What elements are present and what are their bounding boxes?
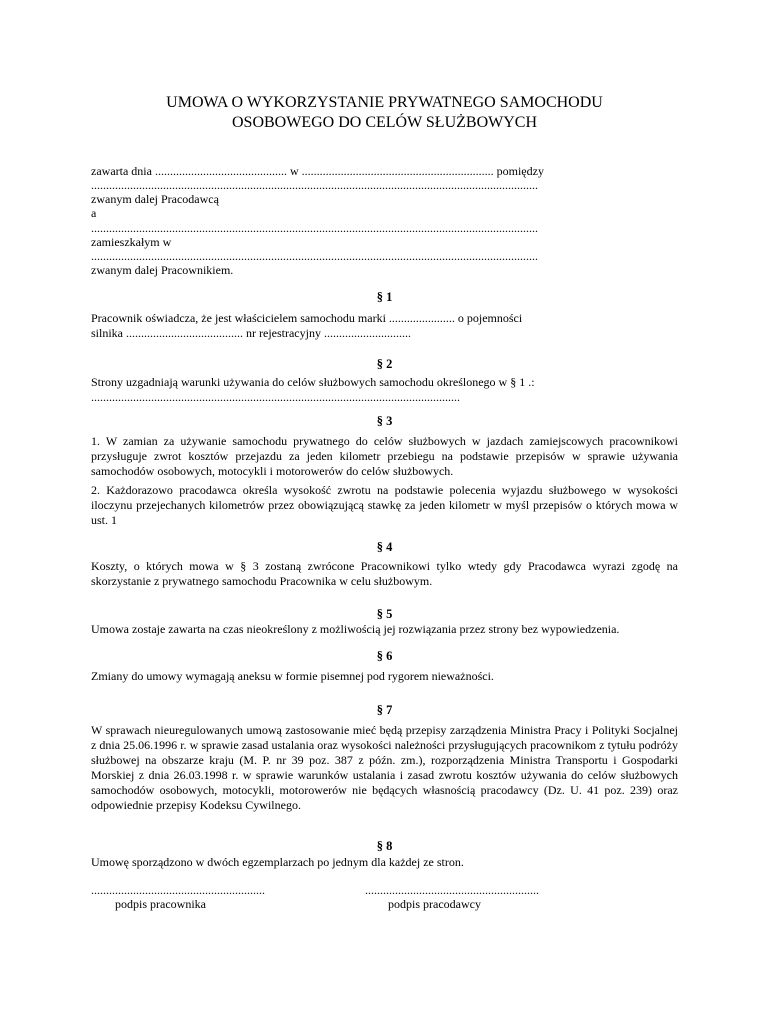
section-5-heading: § 5 [376, 607, 393, 621]
header-line-dots: ..................................................................................................................................................... [91, 178, 538, 192]
section-6-heading: § 6 [376, 649, 393, 663]
employee-signature-line: .......................................................... [91, 883, 265, 897]
employer-signature-line: .......................................................... [365, 883, 539, 897]
section-3-point-1: 1. W zamian za używanie samochodu prywatnego do celów służbowych w jazdach zamiejscowych pracownikowi przysługuje zwrot kosztów przejazdu za jeden kilometr przebiegu na podstawie przepisów w sprawie używania samochodów osobowych, motocykli i motorowerów do celów służbowych. [91, 434, 678, 478]
section-4-text: Koszty, o których mowa w § 3 zostaną zwrócone Pracownikowi tylko wtedy gdy Pracodawca wyrazi zgodę na skorzystanie z prywatnego samochodu Pracownika w celu służbowym. [91, 559, 678, 588]
section-6-text: Zmiany do umowy wymagają aneksu w formie pisemnej pod rygorem nieważności. [91, 669, 494, 683]
section-5-text: Umowa zostaje zawarta na czas nieokreślony z możliwością jej rozwiązania przez strony bez wypowiedzenia. [91, 622, 620, 636]
header-line-date-place: zawarta dnia ............................................ w ................................................................ pomiędzy [91, 164, 544, 178]
document-title [91, 93, 678, 133]
section-4-heading: § 4 [376, 540, 393, 554]
section-2-heading: § 2 [376, 357, 393, 371]
section-2-line-1: Strony uzgadniają warunki używania do celów służbowych samochodu określonego w § 1 .: [91, 375, 535, 389]
header-line-dots: ..................................................................................................................................................... [91, 221, 538, 235]
employer-signature-label: podpis pracodawcy [388, 897, 481, 911]
section-2-line-2: ........................................................................................................................... [91, 390, 460, 404]
header-line-employee: zwanym dalej Pracownikiem. [91, 263, 234, 277]
section-1-heading: § 1 [376, 290, 393, 304]
section-3-point-2: 2. Każdorazowo pracodawca określa wysokość zwrotu na podstawie polecenia wyjazdu służbowego w wysokości iloczynu przejechanych kilometrów przez obowiązującą stawkę za jeden kilometr w myśl przepisów o których mowa w ust. 1 [91, 483, 678, 527]
section-7-heading: § 7 [376, 703, 393, 717]
header-line-employer: zwanym dalej Pracodawcą [91, 192, 219, 206]
header-line-residence: zamieszkałym w [91, 235, 172, 249]
section-7-text: W sprawach nieuregulowanych umową zastosowanie mieć będą przepisy zarządzenia Ministra Pracy i Polityki Socjalnej z dnia 25.06.1996 r. w sprawie zasad ustalania oraz wysokości należności przysługujących pracownikom z tytułu podróży służbowej na obszarze kraju (M. P. nr 39 poz. 387 z późn. zm.), rozporządzenia Ministra Transportu i Gospodarki Morskiej z dnia 26.03.1998 r. w sprawie warunków ustalania i zasad zwrotu kosztów używania do celów służbowych samochodów osobowych, motocykli, motorowerów nie będących własnością pracodawcy (Dz. U. 41 poz. 239) oraz odpowiednie przepisy Kodeksu Cywilnego. [91, 723, 678, 812]
section-1-line-1: Pracownik oświadcza, że jest właścicielem samochodu marki ...................... o pojemności [91, 311, 523, 325]
section-8-heading: § 8 [376, 839, 393, 853]
header-line-dots: ..................................................................................................................................................... [91, 249, 538, 263]
title-line-1: UMOWA O WYKORZYSTANIE PRYWATNEGO SAMOCHODU [166, 94, 603, 111]
title-line-2: OSOBOWEGO DO CELÓW SŁUŻBOWYCH [231, 114, 538, 131]
employee-signature-label: podpis pracownika [115, 897, 206, 911]
section-3-heading: § 3 [376, 414, 393, 428]
header-line-and: a [91, 206, 97, 220]
section-1-line-2: silnika ....................................... nr rejestracyjny ............................. [91, 326, 411, 340]
section-8-text: Umowę sporządzono w dwóch egzemplarzach po jednym dla każdej ze stron. [91, 855, 464, 869]
